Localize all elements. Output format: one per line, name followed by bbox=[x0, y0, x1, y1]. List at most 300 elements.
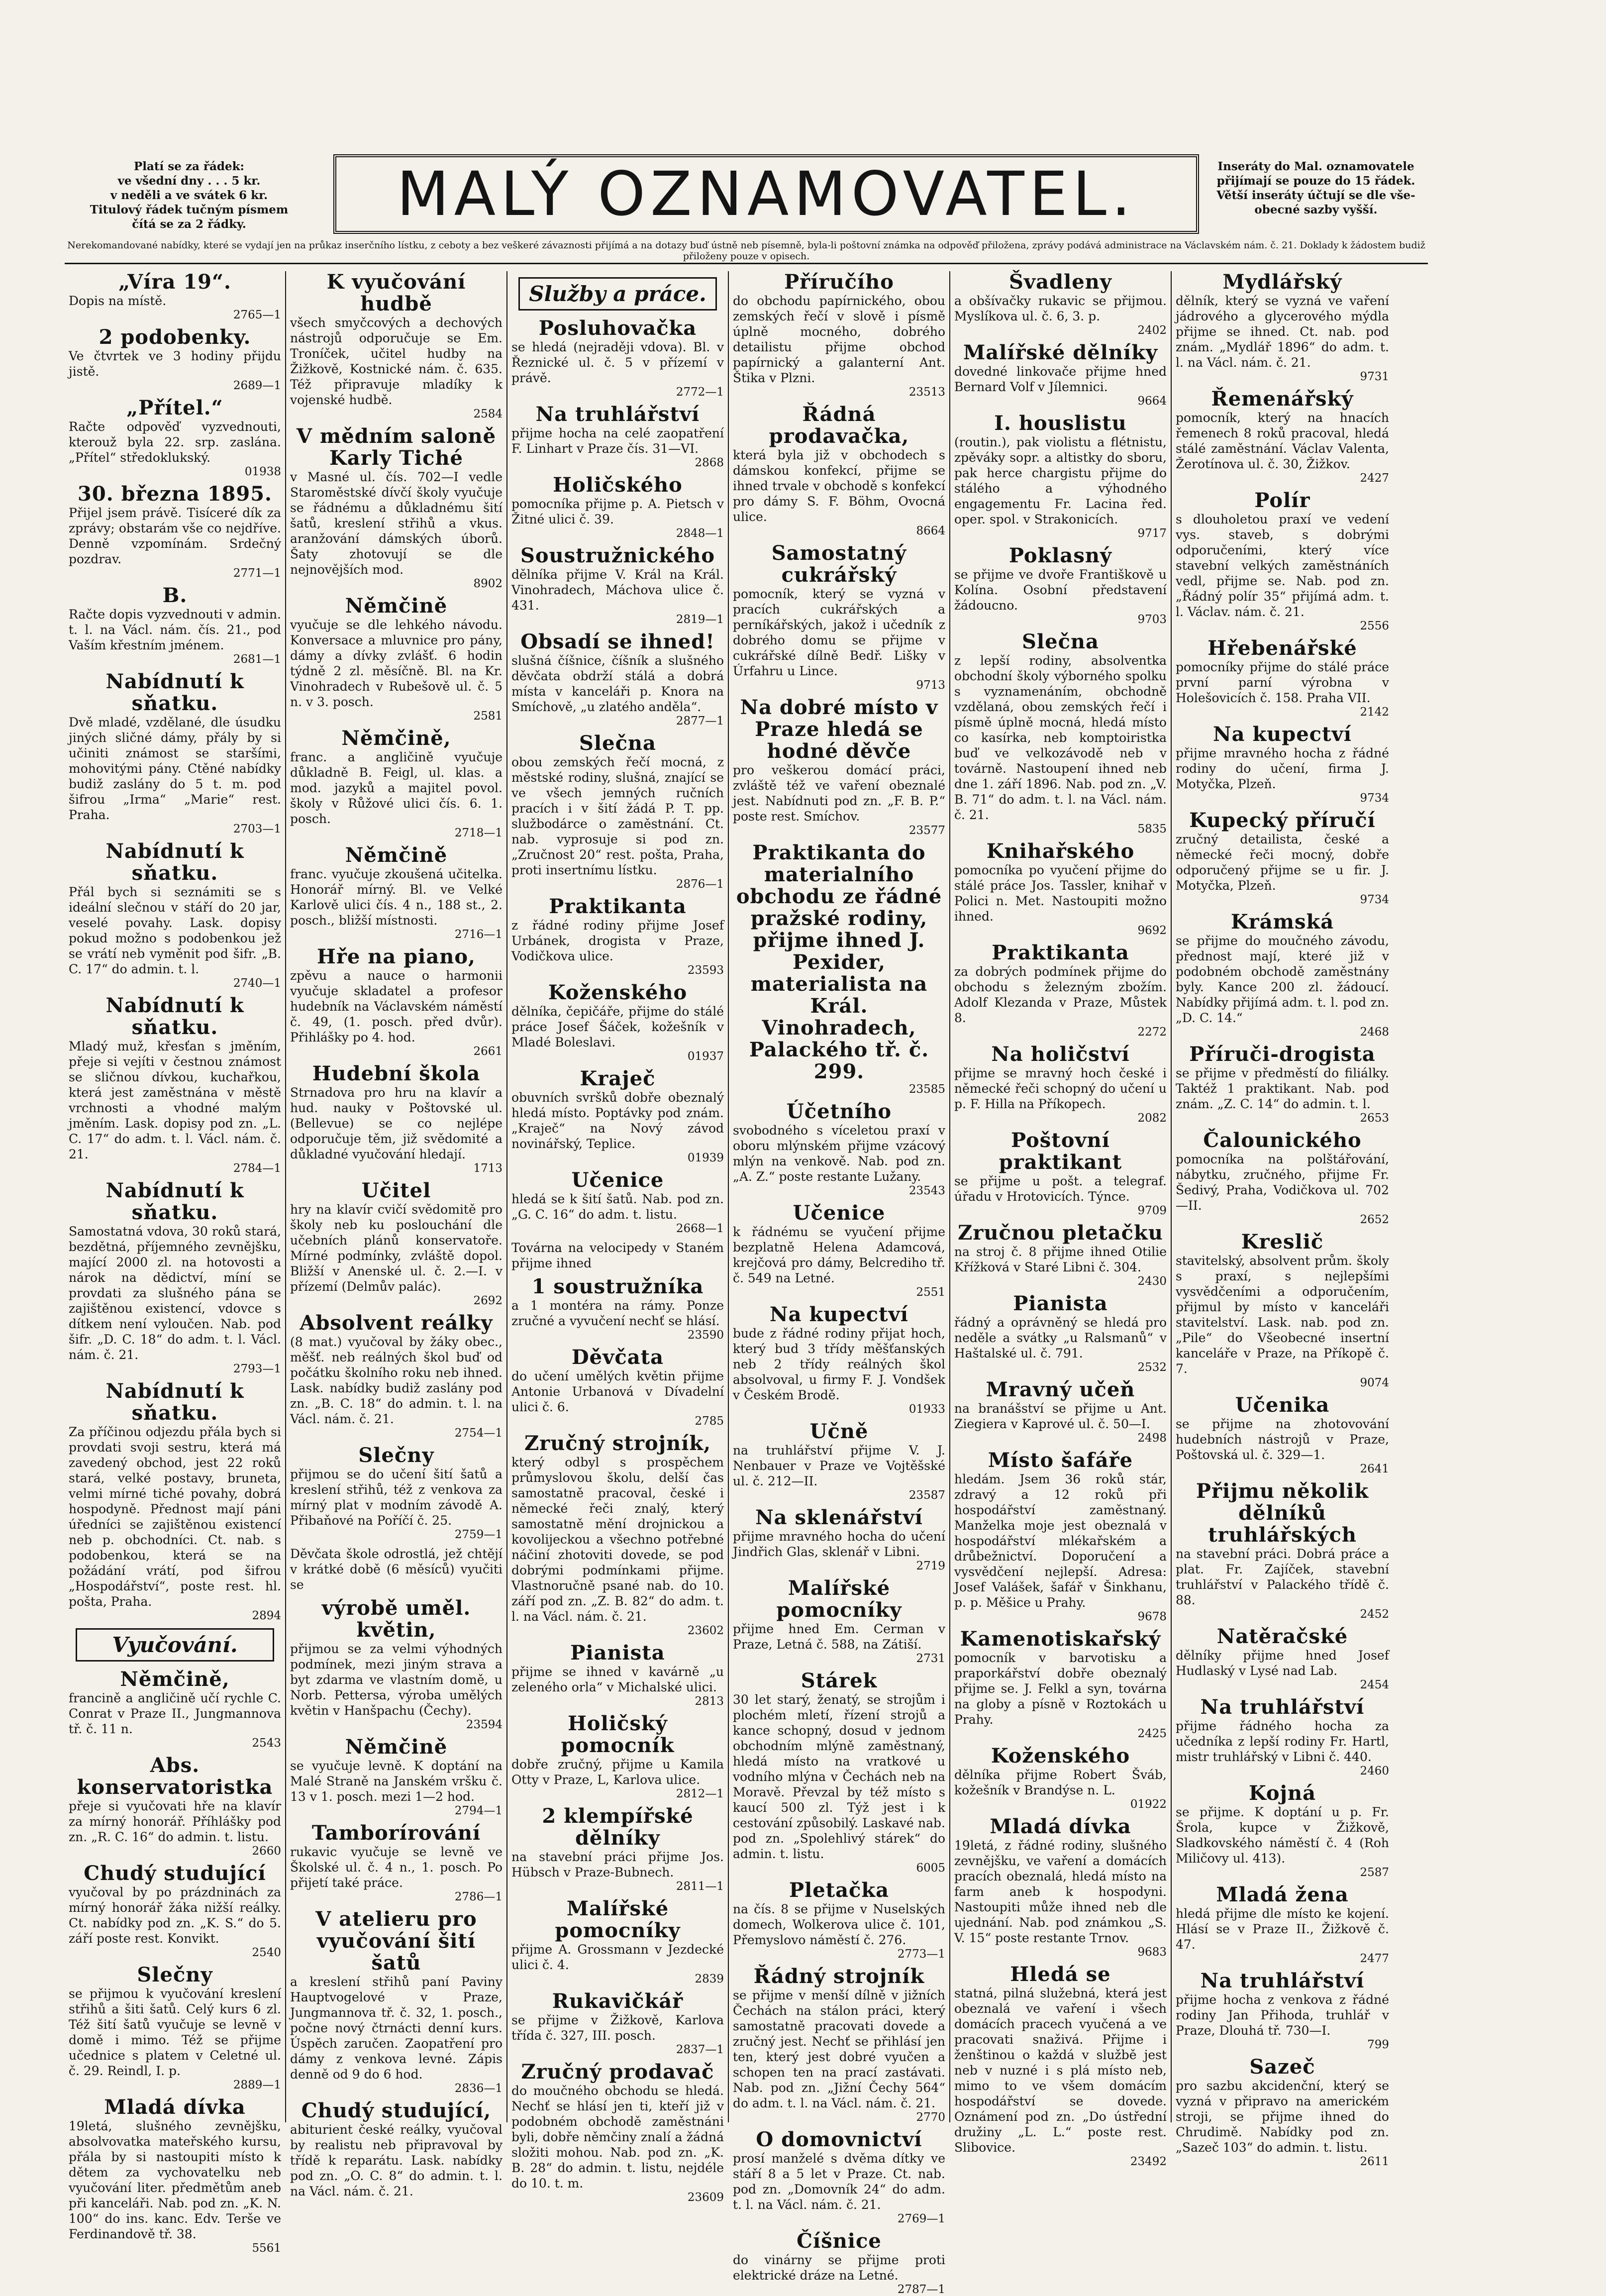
ad-heading: Pianista bbox=[1013, 1292, 1108, 1315]
ad-heading: „Přítel.“ bbox=[126, 396, 223, 419]
ad-heading: K vyučování hudbě bbox=[326, 270, 466, 315]
ad-heading: Účetního bbox=[786, 1100, 892, 1123]
classified-ad bbox=[290, 425, 502, 590]
ad-text: přijme se mravný hoch české i německé řeči schopný do učení u p. F. Hilla na Příkopech. bbox=[954, 1066, 1167, 1111]
ad-text: k řádnému se vyučení přijme bezplatně Helena Adamcová, krejčová pro dámy, Belcrediho tř. č. 549 na Letné. bbox=[733, 1225, 945, 1285]
classified-ad bbox=[954, 631, 1167, 835]
ad-text: do obchodu papírnického, obou zemských řečí v slově i písmě úplně mocného, dobrého detailistu přijme obchod papírnický a galanterní Ant. Štika v Plzni. bbox=[733, 294, 945, 385]
classified-ad bbox=[511, 1433, 724, 1637]
ad-text: přijmou se do učení šití šatů a kreslení střihů, též z venkova za mírný plat v modním závodě A. Přibaňové na Poříčí č. 25. bbox=[290, 1467, 502, 1528]
ad-column bbox=[507, 271, 729, 2204]
classified-ad bbox=[511, 1713, 724, 1800]
classified-ad bbox=[1176, 724, 1389, 805]
ad-number: 01938 bbox=[244, 465, 281, 478]
ad-text: se vyučuje levně. K doptání na Malé Straně na Janském vršku č. 13 v 1. posch. mezi 1—2 hod. bbox=[290, 1759, 502, 1804]
ad-heading: Poštovní praktikant bbox=[999, 1129, 1122, 1174]
classified-ad bbox=[69, 1180, 281, 1375]
pricing-line: ve všední dny . . . 5 kr. bbox=[117, 174, 261, 188]
ad-heading: Příruči-drogista bbox=[1189, 1043, 1376, 1066]
ad-text: hledá se k šití šatů. Nab. pod zn. „G. C. 16“ do adm. t. listu. bbox=[511, 1192, 724, 1222]
ad-number: 2813 bbox=[695, 1695, 724, 1708]
ad-number: 2894 bbox=[252, 1609, 281, 1622]
ad-text: za dobrých podmínek přijme do obchodu s železným zbožím. Adolf Klezanda v Praze, Můstek 8. bbox=[954, 964, 1167, 1025]
ad-text: Dopis na místě. bbox=[69, 294, 167, 308]
classified-ad bbox=[1176, 271, 1389, 383]
ad-heading: Kamenotiskařský bbox=[960, 1627, 1161, 1651]
ad-text: zpěvu a nauce o harmonii vyučuje skladatel a profesor hudebník na Václavském náměstí č. 49, (1. posch. před dvůr). Přihlášky po 4. hod. bbox=[290, 968, 502, 1044]
ad-text: abiturient české reálky, vyučoval by realistu neb připravoval by třídě k reparátu. Lask. nabídky pod zn. „O. C. 8“ do admin. t. l. na Václ. nám. č. 21. bbox=[290, 2122, 502, 2198]
ad-text: do učení umělých květin přijme Antonie Urbanová v Dívadelní ulici č. 6. bbox=[511, 1369, 724, 1414]
ad-heading: Na holičství bbox=[991, 1043, 1130, 1066]
ad-number: 9074 bbox=[1360, 1376, 1389, 1389]
ad-text: obou zemských řečí mocná, z městské rodiny, slušná, znající se ve všech jemných ručních pracích i v šití žádá P. T. pp. službodárce o zaměstnání. Ct. nab. vyprosuje si pod zn. „Zručnost 20“ rest. pošta, Praha, proti insertnímu lístku. bbox=[511, 755, 724, 877]
classified-ad bbox=[954, 942, 1167, 1039]
ad-number: 2689—1 bbox=[233, 379, 281, 392]
ad-number: 2142 bbox=[1360, 706, 1389, 719]
ad-number: 9734 bbox=[1360, 792, 1389, 805]
classified-ad bbox=[733, 1304, 945, 1416]
classified-ad bbox=[733, 271, 945, 399]
ad-number: 23492 bbox=[1130, 2155, 1167, 2168]
ad-number: 2652 bbox=[1360, 1213, 1389, 1226]
classified-ad bbox=[69, 1755, 281, 1858]
classified-ad bbox=[290, 1908, 502, 2095]
classified-ad bbox=[954, 1044, 1167, 1125]
ad-heading: Stárek bbox=[801, 1669, 878, 1692]
ad-text: do vinárny se přijme proti elektrické dráze na Letné. bbox=[733, 2253, 945, 2283]
ad-number: 2532 bbox=[1137, 1361, 1167, 1374]
ad-text: přijmou se za velmi výhodných podmínek, mezi jiným strava a byt zdarma ve vlastním domě, u Norb. Pettersa, výroba umělých květin v Hanšpachu (Čechy). bbox=[290, 1642, 502, 1718]
ad-text: přijme hocha na celé zaopatření F. Linhart v Praze čís. 31—VI. bbox=[511, 426, 724, 456]
ad-number: 01937 bbox=[687, 1050, 724, 1063]
ad-heading: 30. března 1895. bbox=[78, 482, 272, 506]
ad-text: přijme mravného hocha z řádné rodiny do učení, firma J. Motyčka, Plzeň. bbox=[1176, 746, 1389, 791]
ad-text: pro sazbu akcidenční, který se vyzná v připravo na americkém stroji, se přijme ihned do Chrudimě. Nabídky pod zn. „Sazeč 103“ do admin. t. listu. bbox=[1176, 2079, 1389, 2155]
ad-text: obuvních svršků dobře obeznalý hledá místo. Poptávky pod znám. „Kraječ“ na Nový závod novinářský, Teplice. bbox=[511, 1090, 724, 1151]
ad-number: 2868 bbox=[695, 456, 724, 469]
ad-text: Dvě mladé, vzdělané, dle úsudku jiných sličné dámy, přály by si učiniti známost se staršími, mohovitými pány. Ctěné nabídky budiž zaslány do 5 t. m. pod šifrou „Irma“ „Marie“ rest. Praha. bbox=[69, 715, 281, 822]
ad-number: 9731 bbox=[1360, 370, 1389, 383]
ad-number: 2668—1 bbox=[676, 1222, 724, 1235]
masthead-frame bbox=[333, 154, 1199, 234]
classified-ad bbox=[290, 1546, 502, 1592]
classified-ad bbox=[511, 1805, 724, 1893]
pricing-line: čítá se za 2 řádky. bbox=[132, 217, 246, 231]
ad-number: 2848—1 bbox=[676, 527, 724, 540]
classified-ad bbox=[69, 2096, 281, 2255]
ad-number: 2681—1 bbox=[233, 653, 281, 666]
section-heading: Vyučování. bbox=[76, 1628, 274, 1662]
ad-text: vyučoval by po prázdninách za mírný honorář žáka nižší reálky. Ct. nabídky pod zn. „K. S.“ do 5. září poste rest. Konvikt. bbox=[69, 1885, 281, 1946]
masthead-title: MALÝ OZNAMOVATEL. bbox=[397, 159, 1136, 229]
ad-heading: Zručnou pletačku bbox=[958, 1221, 1163, 1245]
ad-number: 2653 bbox=[1360, 1112, 1389, 1125]
ad-number: 1713 bbox=[473, 1162, 502, 1175]
ad-number: 2740—1 bbox=[233, 977, 281, 990]
ad-text: na stavební práci. Dobrá práce a plat. Fr. Zajíček, stavební truhlářství v Palackého třídě č. 88. bbox=[1176, 1547, 1389, 1607]
classified-ad bbox=[511, 732, 724, 891]
ad-heading: Učenice bbox=[793, 1201, 886, 1225]
classified-ad bbox=[1176, 1480, 1389, 1621]
classified-ad bbox=[1176, 1394, 1389, 1475]
ad-heading: V mědním saloně Karly Tiché bbox=[296, 424, 497, 470]
ad-text: hry na klavír cvičí svědomitě pro školy neb ku poslouchání dle učebních plánů konservatoře. Mírné podmínky, zvláště dopol. Bližší v Anenské ul. č. 2.—I. v přízemí (Delmův palác). bbox=[290, 1202, 502, 1294]
classified-ad bbox=[733, 1879, 945, 1961]
ad-number: 2765—1 bbox=[233, 309, 281, 321]
ad-text: se přijme. K doptání u p. Fr. Šrola, kupce v Žižkově, Sladkovského náměstí č. 4 (Roh Miličovy ul. 413). bbox=[1176, 1805, 1389, 1866]
classified-ad bbox=[290, 1822, 502, 1903]
ad-heading: Malířské pomocníky bbox=[776, 1576, 902, 1622]
ad-text: přijme mravného hocha do učení Jindřich Glas, sklenář v Libni. bbox=[733, 1529, 945, 1559]
classified-ad bbox=[1176, 1782, 1389, 1879]
ad-text: pomocníka přijme p. A. Pietsch v Žitné ulici č. 39. bbox=[511, 497, 724, 526]
ad-text: se přijme v Žižkově, Karlova třída č. 327, III. posch. bbox=[511, 2013, 724, 2043]
ad-heading: Němčině bbox=[345, 594, 448, 618]
ad-heading: Abs. konservatoristka bbox=[77, 1754, 273, 1799]
ad-text: dělníka přijme Robert Šváb, kožešník v Brandýse n. L. bbox=[954, 1768, 1167, 1797]
ad-text: z lepší rodiny, absolventka obchodní školy výborného spolku s vyznamenáním, obchodně vzdělaná, obou zemských řečí i písmě úplně mocná, hledá místo co kasírka, neb komptoiristka buď ve velkozávodě neb v továrně. Nastoupení ihned neb dne 1. září 1896. Nab. pod zn. „V. B. 71“ do adm. t. l. na Václ. nám. č. 21. bbox=[954, 653, 1167, 822]
ad-text: Za příčinou odjezdu přála bych si provdati svoji sestru, která má zavedený obchod, jest 22 roků stará, velké postavy, bruneta, velmi mírné tiché povahy, dobrá hospodyně. Přednost mají páni úředníci se zajištěnou existencí neb p. obchodníci. Ct. nab. s podobenkou, která se na požádání vrátí, pod šifrou „Hospodářství“, poste rest. hl. pošta, Praha. bbox=[69, 1425, 281, 1609]
ad-number: 2889—1 bbox=[233, 2079, 281, 2091]
ad-text: (routin.), pak violistu a flétnistu, zpěváky sopr. a altistky do sboru, pak herce chargistu přijme do stálého a výhodného engagementu Fr. Lacina řed. oper. spol. v Strakonicích. bbox=[954, 435, 1167, 526]
classified-ad bbox=[954, 1130, 1167, 1217]
ad-text: na stavební práci přijme Jos. Hübsch v Praze-Bubnech. bbox=[511, 1850, 724, 1879]
ad-heading: Nabídnutí k sňatku. bbox=[105, 670, 244, 715]
classified-ad bbox=[290, 946, 502, 1058]
classified-ad bbox=[290, 1180, 502, 1307]
ad-heading: Chudý studující bbox=[84, 1862, 266, 1885]
classified-ad bbox=[290, 2100, 502, 2199]
ad-text: 19letá, slušného zevnějšku, absolvovatka mateřského kursu, přála by si nastoupiti místo k dětem za vychovatelku neb vyučování liter. předmětům aneb při kanceláři. Nab. pod zn. „K. N. 100“ do ins. kanc. Edv. Terše ve Ferdinandově tř. 38. bbox=[69, 2119, 281, 2241]
ad-number: 2543 bbox=[252, 1737, 281, 1750]
ad-heading: Řemenářský bbox=[1211, 387, 1354, 411]
ad-text: vyučuje se dle lehkého návodu. Konversace a mluvnice pro pány, dámy a dívky zvlášť. 6 hodin týdně 2 zl. měsíčně. Bl. na Kr. Vinohradech v Rubešově ul. č. 5 n. v 3. posch. bbox=[290, 618, 502, 709]
ad-number: 2581 bbox=[473, 710, 502, 723]
classified-ad bbox=[1176, 1231, 1389, 1389]
ad-number: 2430 bbox=[1137, 1275, 1167, 1288]
ad-text: Strnadova pro hru na klavír a hud. nauky v Poštovské ul. (Bellevue) se co nejlépe odporučuje těm, již svědomité a důkladné vyučování hledají. bbox=[290, 1085, 502, 1161]
classified-ad bbox=[733, 1421, 945, 1502]
ad-heading: 2 podobenky. bbox=[99, 325, 251, 349]
ad-text: dělníky přijme hned Josef Hudlaský v Lysé nad Lab. bbox=[1176, 1648, 1389, 1678]
classified-ad bbox=[511, 1898, 724, 1985]
classified-ad bbox=[511, 1169, 724, 1235]
ad-number: 2498 bbox=[1137, 1432, 1167, 1445]
ad-heading: Příručího bbox=[784, 270, 894, 294]
ad-heading: Čalounického bbox=[1203, 1129, 1362, 1152]
ad-number: 2540 bbox=[252, 1946, 281, 1959]
ad-text: se přijme v předměstí do filiálky. Taktéž 1 praktikant. Nab. pod znám. „Z. C. 14“ do admin. t. l. bbox=[1176, 1066, 1389, 1111]
ad-heading: Nabídnutí k sňatku. bbox=[105, 839, 244, 885]
classified-ad bbox=[733, 2129, 945, 2225]
classified-ad bbox=[954, 1964, 1167, 2168]
classified-ad bbox=[1176, 1884, 1389, 1965]
classified-ad bbox=[69, 671, 281, 835]
ad-number: 2787—1 bbox=[897, 2283, 945, 2296]
ad-text: dělníka, čepičáře, přijme do stálé práce Josef Šáček, kožešník v Mladé Boleslavi. bbox=[511, 1004, 724, 1049]
ad-heading: Sazeč bbox=[1249, 2055, 1315, 2079]
ad-text: statná, pilná služebná, která jest obeznalá ve vaření i všech domácích pracech vyučená a ve pracovati snaživá. Přijme i ženštinou o každá v službě jest neb v nuzné i s plá místo neb, mimo to ve všem domácím hospodářství se dovede. Oznámení pod zn. „Do ústřední družiny „L. L.“ poste rest. Slibovice. bbox=[954, 1986, 1167, 2155]
ad-number: 2811—1 bbox=[676, 1880, 724, 1893]
ad-text: a 1 montéra na rámy. Ponze zručné a vyvučení nechť se hlásí. bbox=[511, 1298, 724, 1328]
ad-number: 9703 bbox=[1137, 613, 1167, 626]
ad-text: z řádné rodiny přijme Josef Urbánek, drogista v Praze, Vodičkova ulice. bbox=[511, 918, 724, 963]
ad-column bbox=[1172, 270, 1393, 2168]
classified-ad bbox=[511, 1642, 724, 1708]
ad-text: francině a angličině učí rychle C. Conrat v Praze II., Jungmannova tř. č. 11 n. bbox=[69, 1691, 281, 1736]
ad-text: Přál bych si seznámiti se s ideální slečnou v stáří do 20 jar, veselé povahy. Lask. dopisy pokud možno s podobenkou jež se vrátí neb vyměnit pod šifr. „B. C. 17“ do admin. t. l. bbox=[69, 885, 281, 976]
ad-number: 799 bbox=[1367, 2038, 1389, 2051]
ad-number: 8664 bbox=[916, 524, 945, 537]
ad-number: 2719 bbox=[916, 1560, 945, 1572]
ad-number: 23585 bbox=[908, 1083, 945, 1096]
ad-heading: Němčině, bbox=[341, 727, 451, 750]
classified-ad bbox=[511, 545, 724, 626]
ad-heading: Praktikanta bbox=[992, 941, 1129, 964]
ad-text: hledám. Jsem 36 roků stár, zdravý a 12 roků při hospodářství zaměstnaný. Manželka moje jest obeznalá v hospodářství mlékařském a drůbežnictví. Doporučení a vysvědčení nejlepší. Adresa: Josef Valášek, šafář v Šinkhanu, p. p. Měšice u Prahy. bbox=[954, 1472, 1167, 1610]
ad-heading: Koženského bbox=[548, 981, 688, 1004]
classified-ad bbox=[69, 483, 281, 580]
ad-heading: Děvčata bbox=[571, 1346, 664, 1369]
ad-text: pomocníky přijme do stálé práce první parní výrobna v Holešovicích č. 158. Praha VII. bbox=[1176, 660, 1389, 705]
ad-heading: Němčině bbox=[345, 843, 448, 867]
ad-number: 01933 bbox=[908, 1403, 945, 1416]
ad-number: 2427 bbox=[1360, 472, 1389, 485]
ad-number: 5835 bbox=[1137, 823, 1167, 835]
classified-ad bbox=[511, 1240, 724, 1271]
ad-text: zručný detailista, české a německé řeči mocný, dobře odporučený přijme se u fir. J. Motyčka, Plzeň. bbox=[1176, 832, 1389, 893]
insertion-line: obecné sazby vyšší. bbox=[1254, 203, 1378, 216]
ad-number: 2082 bbox=[1137, 1112, 1167, 1125]
ad-number: 23577 bbox=[908, 824, 945, 837]
ad-number: 2556 bbox=[1360, 620, 1389, 632]
ad-number: 2718—1 bbox=[454, 827, 502, 839]
classified-ad bbox=[733, 1670, 945, 1875]
ad-text: dovedné linkovače přijme hned Bernard Volf v Jílemnici. bbox=[954, 364, 1167, 394]
ad-heading: Nabídnutí k sňatku. bbox=[105, 1379, 244, 1425]
classified-ad bbox=[954, 1379, 1167, 1445]
classified-ad bbox=[954, 413, 1167, 540]
classified-ad bbox=[954, 840, 1167, 937]
ad-text: pomocník, který na hnacích řemenech 8 roků pracoval, hledá stálé zaměstnání. Václav Valenta, Žerotínova ul. č. 30, Žižkov. bbox=[1176, 411, 1389, 471]
ad-text: na čís. 8 se přijme v Nuselských domech, Wolkerova ulice č. 101, Přemyslovo náměstí č. 276. bbox=[733, 1902, 945, 1947]
ad-heading: Hře na piano, bbox=[317, 945, 476, 968]
ad-heading: Chudý studující, bbox=[301, 2099, 492, 2122]
ad-number: 2772—1 bbox=[676, 386, 724, 399]
pricing-box bbox=[65, 159, 313, 234]
ad-text: hledá přijme dle místo ke kojení. Hlásí se v Praze II., Žižkově č. 47. bbox=[1176, 1906, 1389, 1952]
classified-ad bbox=[290, 1312, 502, 1440]
classified-ad bbox=[1176, 1044, 1389, 1125]
ad-heading: Pletačka bbox=[789, 1879, 890, 1902]
ad-text: řádný a oprávněný se hledá pro neděle a svátky „u Ralsmanů“ v Haštalské ul. č. 791. bbox=[954, 1315, 1167, 1360]
classified-ad bbox=[1176, 1696, 1389, 1777]
ad-number: 5561 bbox=[252, 2242, 281, 2255]
ad-text: přeje si vyučovati hře na klavír za mírný honorář. Příhlášky pod zn. „R. C. 16“ do admin. t. listu. bbox=[69, 1799, 281, 1844]
classified-ad bbox=[69, 1863, 281, 1959]
ad-text: se hledá (nejraději vdova). Bl. v Řeznické ul. č. 5 v přízemí v právě. bbox=[511, 340, 724, 385]
ad-text: na branášství se přijme u Ant. Ziegiera v Kaprové ul. č. 50—I. bbox=[954, 1401, 1167, 1431]
ad-number: 2819—1 bbox=[676, 613, 724, 626]
ad-number: 23587 bbox=[908, 1489, 945, 1502]
classified-ad bbox=[733, 1202, 945, 1299]
ad-column bbox=[729, 270, 950, 2296]
ad-number: 2641 bbox=[1360, 1462, 1389, 1475]
classified-ad bbox=[1176, 2056, 1389, 2168]
classified-ad bbox=[290, 1445, 502, 1541]
classified-ad bbox=[511, 317, 724, 399]
newspaper-page bbox=[65, 144, 1428, 2296]
classified-ad bbox=[511, 2061, 724, 2204]
ad-number: 2770 bbox=[916, 2111, 945, 2124]
ad-text: stavitelský, absolvent prům. školy s praxí, s nejlepšími vysvědčeními a odporučením, přijmul by místo v kanceláři stavitelství. Lask. nab. pod zn. „Pile“ do Všeobecné insertní kanceláře v Praze, na Příkopě č. 7. bbox=[1176, 1253, 1389, 1376]
classified-ad bbox=[290, 1597, 502, 1731]
ad-text: dělníka přijme V. Král na Král. Vinohradech, Máchova ulice č. 431. bbox=[511, 567, 724, 613]
ad-number: 2468 bbox=[1360, 1026, 1389, 1039]
insertion-line: Větší inseráty účtují se dle vše- bbox=[1216, 189, 1415, 202]
classified-ad bbox=[1176, 810, 1389, 906]
classified-ad bbox=[733, 1507, 945, 1572]
ad-text: přijme řádného hocha za učedníka z lepší rodiny Fr. Hartl, mistr truhlářský v Libni č. 440. bbox=[1176, 1719, 1389, 1764]
ad-number: 2425 bbox=[1137, 1727, 1167, 1740]
ad-heading: Na kupectví bbox=[1213, 723, 1352, 746]
ad-number: 2836—1 bbox=[454, 2082, 502, 2095]
ad-number: 2759—1 bbox=[454, 1528, 502, 1541]
ad-number: 2839 bbox=[695, 1973, 724, 1985]
classified-ad bbox=[69, 840, 281, 990]
ad-text: 19letá, z řádné rodiny, slušného zevnějšku, ve vaření a domácích pracích obeznalá, hledá místo na farm aneb k hospodyni. Nastoupiti může ihned neb dle ujednání. Nab. pod známkou „S. V. 15“ poste restante Trnov. bbox=[954, 1838, 1167, 1945]
ad-text: přijme hned Em. Cerman v Praze, Letná č. 588, na Zátiší. bbox=[733, 1622, 945, 1652]
ad-text: Samostatná vdova, 30 roků stará, bezdětná, příjemného zevnějšku, mající 2000 zl. na hotovosti a nárok na dědictví, míní se provdati za slušného pána se zajištěnou existencí, vdovce s dítkem není vyloučen. Nab. pod šifr. „D. C. 18“ do adm. t. l. Václ. nám. č. 21. bbox=[69, 1224, 281, 1362]
ad-heading: V atelieru pro vyučování šití šatů bbox=[315, 1907, 477, 1975]
classified-ad bbox=[733, 404, 945, 537]
ad-text: Přijel jsem právě. Tisíceré dík za zprávy; obstarám vše co nejdříve. Denně vzpomínám. Srdečný pozdrav. bbox=[69, 506, 281, 566]
ad-number: 2587 bbox=[1360, 1866, 1389, 1879]
ad-number: 2660 bbox=[252, 1845, 281, 1858]
ad-number: 2793—1 bbox=[233, 1362, 281, 1375]
ad-heading: Zručný prodavač bbox=[521, 2060, 714, 2084]
ad-number: 9692 bbox=[1137, 924, 1167, 937]
ad-number: 2460 bbox=[1360, 1765, 1389, 1777]
classified-ad bbox=[733, 1101, 945, 1197]
ad-heading: Zručný strojník, bbox=[524, 1432, 711, 1455]
ad-number: 2754—1 bbox=[454, 1427, 502, 1440]
classified-ad bbox=[733, 1577, 945, 1665]
ad-heading: Rukavičkář bbox=[552, 1989, 684, 2013]
ad-text: se přijme u pošt. a telegraf. úřadu v Hrotovicích. Týnce. bbox=[954, 1174, 1167, 1204]
ad-heading: Holičský pomocník bbox=[561, 1712, 675, 1757]
classified-ad bbox=[69, 1669, 281, 1750]
classified-ad bbox=[290, 1736, 502, 1817]
ad-text: Děvčata škole odrostlá, jež chtějí v krátké době (6 měsíců) vyučiti se bbox=[290, 1547, 502, 1592]
ad-number: 2773—1 bbox=[897, 1948, 945, 1961]
classified-ad bbox=[1176, 637, 1389, 719]
ad-heading: Slečna bbox=[1022, 630, 1099, 653]
ad-number: 9678 bbox=[1137, 1610, 1167, 1623]
classified-ad bbox=[511, 1276, 724, 1342]
classified-ad bbox=[733, 842, 945, 1096]
ad-heading: Polír bbox=[1254, 489, 1310, 512]
classified-ad bbox=[69, 1964, 281, 2091]
ad-number: 23593 bbox=[687, 964, 724, 977]
ad-number: 9734 bbox=[1360, 893, 1389, 906]
ad-heading: I. houslistu bbox=[994, 412, 1127, 435]
ad-heading: Samostatný cukrářský bbox=[771, 541, 907, 587]
ad-number: 2402 bbox=[1137, 324, 1167, 337]
ad-heading: Místo šafáře bbox=[988, 1449, 1133, 1472]
ad-heading: 1 soustružníka bbox=[531, 1275, 704, 1298]
ad-number: 2876—1 bbox=[676, 878, 724, 891]
ad-heading: Mladá žena bbox=[1216, 1883, 1349, 1906]
ad-number: 2452 bbox=[1360, 1608, 1389, 1621]
classified-ad bbox=[69, 585, 281, 666]
ad-number: 23590 bbox=[687, 1329, 724, 1342]
ad-heading: „Víra 19“. bbox=[118, 270, 231, 294]
ad-heading: Švadleny bbox=[1009, 270, 1112, 294]
ad-heading: Němčině, bbox=[120, 1668, 230, 1691]
classified-ad bbox=[69, 995, 281, 1175]
ad-text: do moučného obchodu se hledá. Nechť se hlásí jen ti, kteří již v podobném obchodě zaměstnáni byli, dobře němčiny znalí a žádná složiti mohou. Nab. pod zn. „K. B. 28“ do admin. t. listu, nejdéle do 10. t. m. bbox=[511, 2084, 724, 2191]
classified-ad bbox=[954, 1816, 1167, 1959]
ad-heading: Hledá se bbox=[1010, 1963, 1111, 1986]
ad-text: bude z řádné rodiny přijat hoch, který bud 3 třídy měšťanských neb 2 třídy reálných škol absolvoval, u firmy F. J. Vondšek v Českém Brodě. bbox=[733, 1326, 945, 1402]
ad-text: a obšívačky rukavic se přijmou. Myslíkova ul. č. 6, 3. p. bbox=[954, 294, 1167, 323]
ad-number: 23609 bbox=[687, 2191, 724, 2204]
classified-ad bbox=[954, 342, 1167, 408]
ad-heading: Kojná bbox=[1248, 1781, 1316, 1805]
classified-ad bbox=[511, 1347, 724, 1428]
ad-number: 2272 bbox=[1137, 1026, 1167, 1039]
ad-text: v Masné ul. čís. 702—I vedle Staroměstské dívčí školy vyučuje se řádnému a důkladnému šití šatů, kreslení střihů a vkus. aranžování dámských úborů. Šaty zhotovují se dle nejnovějších mod. bbox=[290, 470, 502, 577]
ad-heading: B. bbox=[162, 584, 188, 607]
ad-heading: Posluhovačka bbox=[538, 316, 697, 340]
ad-heading: Hudební škola bbox=[312, 1062, 481, 1085]
ad-text: (8 mat.) vyučoval by žáky obec., měšť. neb reálných škol buď od počátku školního roku neb ihned. Lask. nabídky budiž zaslány pod zn. „B. C. 18“ do admin. t. l. na Václ. nám. č. 21. bbox=[290, 1335, 502, 1426]
ad-text: přijme se ihned v kavárně „u zeleného orla“ v Michalské ulici. bbox=[511, 1665, 724, 1694]
ad-heading: Na kupectví bbox=[770, 1303, 908, 1326]
classified-ad bbox=[1176, 1970, 1389, 2051]
ad-number: 9664 bbox=[1137, 395, 1167, 408]
classified-ad bbox=[1176, 490, 1389, 632]
ad-number: 2769—1 bbox=[897, 2212, 945, 2225]
section-heading: Služby a práce. bbox=[518, 277, 717, 311]
ad-number: 23513 bbox=[908, 386, 945, 399]
pricing-line: Platí se za řádek: bbox=[133, 160, 245, 173]
ad-heading: Na truhlářství bbox=[1200, 1969, 1365, 1992]
ad-heading: Na sklenářství bbox=[755, 1506, 923, 1529]
ad-heading: Číšnice bbox=[797, 2229, 882, 2253]
ad-number: 9717 bbox=[1137, 527, 1167, 540]
ad-text: Račte dopis vyzvednouti v admin. t. l. na Václ. nám. čís. 21., pod Vaším křestním jménem. bbox=[69, 607, 281, 652]
classified-ad bbox=[954, 1745, 1167, 1811]
classified-ad bbox=[1176, 911, 1389, 1039]
classified-ad bbox=[511, 982, 724, 1063]
ad-heading: Řádný strojník bbox=[753, 1965, 925, 1988]
ad-number: 2454 bbox=[1360, 1678, 1389, 1691]
ad-heading: Hřebenářské bbox=[1207, 636, 1357, 660]
classified-ad bbox=[511, 631, 724, 728]
classified-ad bbox=[1176, 1130, 1389, 1226]
page-header bbox=[65, 149, 1428, 262]
ad-heading: O domovnictví bbox=[756, 2128, 922, 2151]
ad-heading: Absolvent reálky bbox=[300, 1311, 493, 1335]
classified-ad bbox=[69, 397, 281, 478]
ad-number: 2785 bbox=[695, 1415, 724, 1428]
ad-column bbox=[65, 270, 286, 2255]
ad-heading: Slečna bbox=[579, 731, 656, 755]
ad-text: franc. a angličině vyučuje důkladně B. Feigl, ul. klas. a mod. jazyků a majitel povol. školy v Růžové ulici čís. 6. 1. posch. bbox=[290, 750, 502, 826]
ad-column bbox=[286, 270, 507, 2198]
